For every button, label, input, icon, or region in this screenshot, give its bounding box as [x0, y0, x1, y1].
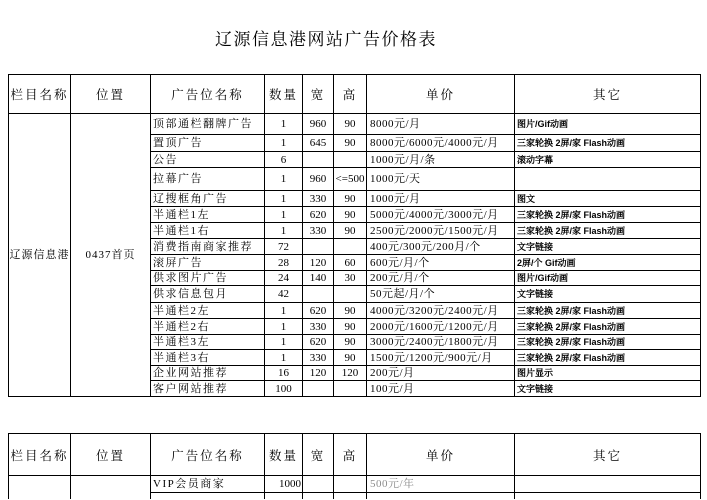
- ad-slot-name: 企业网站推荐: [151, 366, 265, 381]
- notes-cell: 图片显示: [515, 366, 701, 381]
- header-row: [9, 75, 701, 114]
- price-cell: 600元/月/个: [367, 255, 515, 271]
- quantity-cell: 1: [265, 114, 303, 135]
- notes-cell: [515, 476, 701, 493]
- price-cell: 3000元/2400元/1800元/月: [367, 335, 515, 350]
- width-cell: [303, 152, 334, 168]
- header-price: 单价: [367, 434, 515, 476]
- height-cell: 90: [334, 335, 367, 350]
- header-quantity: 数量: [265, 75, 303, 114]
- ad-slot-name: 拉幕广告: [151, 168, 265, 191]
- height-cell: [334, 239, 367, 255]
- header-ad-name: 广告位名称: [151, 75, 265, 114]
- ad-slot-name: 半通栏2左: [151, 303, 265, 319]
- notes-cell: 文字链接: [515, 286, 701, 303]
- quantity-cell: 24: [265, 271, 303, 286]
- price-cell: 1000元/月/条: [367, 152, 515, 168]
- header-other: 其它: [515, 434, 701, 476]
- price-cell: [367, 493, 515, 499]
- price-cell: 5000元/4000元/3000元/月: [367, 207, 515, 223]
- notes-cell: 2屏/个 Gif动画: [515, 255, 701, 271]
- width-cell: 120: [303, 366, 334, 381]
- ad-slot-name: 供求信息包月: [151, 286, 265, 303]
- width-cell: [303, 286, 334, 303]
- notes-cell: 文字链接: [515, 381, 701, 397]
- width-cell: 330: [303, 350, 334, 366]
- height-cell: [334, 493, 367, 499]
- ad-slot-name: VIP会员商家: [151, 476, 265, 493]
- quantity-cell: 1: [265, 223, 303, 239]
- quantity-cell: 100: [265, 381, 303, 397]
- price-cell: 1500元/1200元/900元/月: [367, 350, 515, 366]
- header-position: 位置: [71, 75, 151, 114]
- height-cell: <=500: [334, 168, 367, 191]
- quantity-cell: 1: [265, 303, 303, 319]
- notes-cell: 三家轮换 2屏/家 Flash动画: [515, 335, 701, 350]
- position-name: [71, 476, 151, 499]
- position-name: 0437首页: [71, 114, 151, 397]
- price-cell: 2000元/1600元/1200元/月: [367, 319, 515, 335]
- section-name: [9, 476, 71, 499]
- price-cell: 100元/月: [367, 381, 515, 397]
- header-section: 栏目名称: [9, 75, 71, 114]
- ad-slot-name: 半通栏1右: [151, 223, 265, 239]
- quantity-cell: 28: [265, 255, 303, 271]
- ad-slot-name: 半通栏1左: [151, 207, 265, 223]
- height-cell: [334, 286, 367, 303]
- ad-slot-name: 顶部通栏翻牌广告: [151, 114, 265, 135]
- header-section: 栏目名称: [9, 434, 71, 476]
- price-cell: 8000元/月: [367, 114, 515, 135]
- notes-cell: 图文: [515, 191, 701, 207]
- notes-cell: 滚动字幕: [515, 152, 701, 168]
- width-cell: 620: [303, 207, 334, 223]
- height-cell: 90: [334, 319, 367, 335]
- notes-cell: 三家轮换 2屏/家 Flash动画: [515, 303, 701, 319]
- notes-cell: 图片/Gif动画: [515, 114, 701, 135]
- section-name: 辽源信息港: [9, 114, 71, 397]
- width-cell: [303, 476, 334, 493]
- header-height: 高: [334, 434, 367, 476]
- height-cell: [334, 381, 367, 397]
- quantity-cell: 6: [265, 152, 303, 168]
- width-cell: 330: [303, 319, 334, 335]
- ad-slot-name: 消费指南商家推荐: [151, 239, 265, 255]
- ad-slot-name: 半通栏3右: [151, 350, 265, 366]
- ad-slot-name: 供求图片广告: [151, 271, 265, 286]
- header-row: [9, 434, 701, 476]
- main-price-table: [8, 74, 701, 397]
- ad-slot-name: 客户网站推荐: [151, 381, 265, 397]
- width-cell: 960: [303, 114, 334, 135]
- header-width: 宽: [303, 75, 334, 114]
- table-row: [9, 114, 701, 135]
- ad-slot-name: 置顶广告: [151, 135, 265, 152]
- height-cell: 60: [334, 255, 367, 271]
- notes-cell: 三家轮换 2屏/家 Flash动画: [515, 207, 701, 223]
- width-cell: [303, 239, 334, 255]
- width-cell: 330: [303, 223, 334, 239]
- price-cell: 8000元/6000元/4000元/月: [367, 135, 515, 152]
- quantity-cell: 1: [265, 350, 303, 366]
- notes-cell: 三家轮换 2屏/家 Flash动画: [515, 135, 701, 152]
- notes-cell: 三家轮换 2屏/家 Flash动画: [515, 350, 701, 366]
- height-cell: 90: [334, 207, 367, 223]
- price-cell: 2500元/2000元/1500元/月: [367, 223, 515, 239]
- price-cell: 1000元/天: [367, 168, 515, 191]
- height-cell: 90: [334, 303, 367, 319]
- width-cell: 330: [303, 191, 334, 207]
- quantity-cell: [265, 493, 303, 499]
- height-cell: 120: [334, 366, 367, 381]
- notes-cell: 文字链接: [515, 239, 701, 255]
- height-cell: 30: [334, 271, 367, 286]
- width-cell: 960: [303, 168, 334, 191]
- width-cell: 620: [303, 335, 334, 350]
- width-cell: [303, 381, 334, 397]
- price-cell: 400元/300元/200月/个: [367, 239, 515, 255]
- quantity-cell: 1: [265, 207, 303, 223]
- price-cell: 200元/月: [367, 366, 515, 381]
- height-cell: 90: [334, 350, 367, 366]
- height-cell: 90: [334, 114, 367, 135]
- ad-slot-name: [151, 493, 265, 499]
- notes-cell: 三家轮换 2屏/家 Flash动画: [515, 319, 701, 335]
- notes-cell: 三家轮换 2屏/家 Flash动画: [515, 223, 701, 239]
- height-cell: 90: [334, 223, 367, 239]
- page-title: 辽源信息港网站广告价格表: [215, 30, 437, 49]
- notes-cell: 图片/Gif动画: [515, 271, 701, 286]
- width-cell: 645: [303, 135, 334, 152]
- width-cell: 120: [303, 255, 334, 271]
- table-row: [9, 476, 701, 493]
- height-cell: 90: [334, 191, 367, 207]
- quantity-cell: 72: [265, 239, 303, 255]
- vip-price-table: [8, 433, 701, 499]
- width-cell: [303, 493, 334, 499]
- header-height: 高: [334, 75, 367, 114]
- quantity-cell: 1: [265, 191, 303, 207]
- price-cell: 50元起/月/个: [367, 286, 515, 303]
- width-cell: 620: [303, 303, 334, 319]
- quantity-cell: 16: [265, 366, 303, 381]
- quantity-cell: 1: [265, 335, 303, 350]
- ad-slot-name: 半通栏2右: [151, 319, 265, 335]
- ad-slot-name: 半通栏3左: [151, 335, 265, 350]
- header-width: 宽: [303, 434, 334, 476]
- header-quantity: 数量: [265, 434, 303, 476]
- ad-slot-name: 辽搜框角广告: [151, 191, 265, 207]
- ad-slot-name: 公告: [151, 152, 265, 168]
- price-cell: 500元/年: [367, 476, 515, 493]
- height-cell: 90: [334, 135, 367, 152]
- quantity-cell: 1: [265, 168, 303, 191]
- header-position: 位置: [71, 434, 151, 476]
- notes-cell: [515, 493, 701, 499]
- price-cell: 1000元/月: [367, 191, 515, 207]
- quantity-cell: 1000: [265, 476, 303, 493]
- price-cell: 200元/月/个: [367, 271, 515, 286]
- price-cell: 4000元/3200元/2400元/月: [367, 303, 515, 319]
- header-ad-name: 广告位名称: [151, 434, 265, 476]
- width-cell: 140: [303, 271, 334, 286]
- header-price: 单价: [367, 75, 515, 114]
- quantity-cell: 42: [265, 286, 303, 303]
- ad-slot-name: 滚屏广告: [151, 255, 265, 271]
- height-cell: [334, 476, 367, 493]
- notes-cell: [515, 168, 701, 191]
- quantity-cell: 1: [265, 135, 303, 152]
- header-other: 其它: [515, 75, 701, 114]
- height-cell: [334, 152, 367, 168]
- quantity-cell: 1: [265, 319, 303, 335]
